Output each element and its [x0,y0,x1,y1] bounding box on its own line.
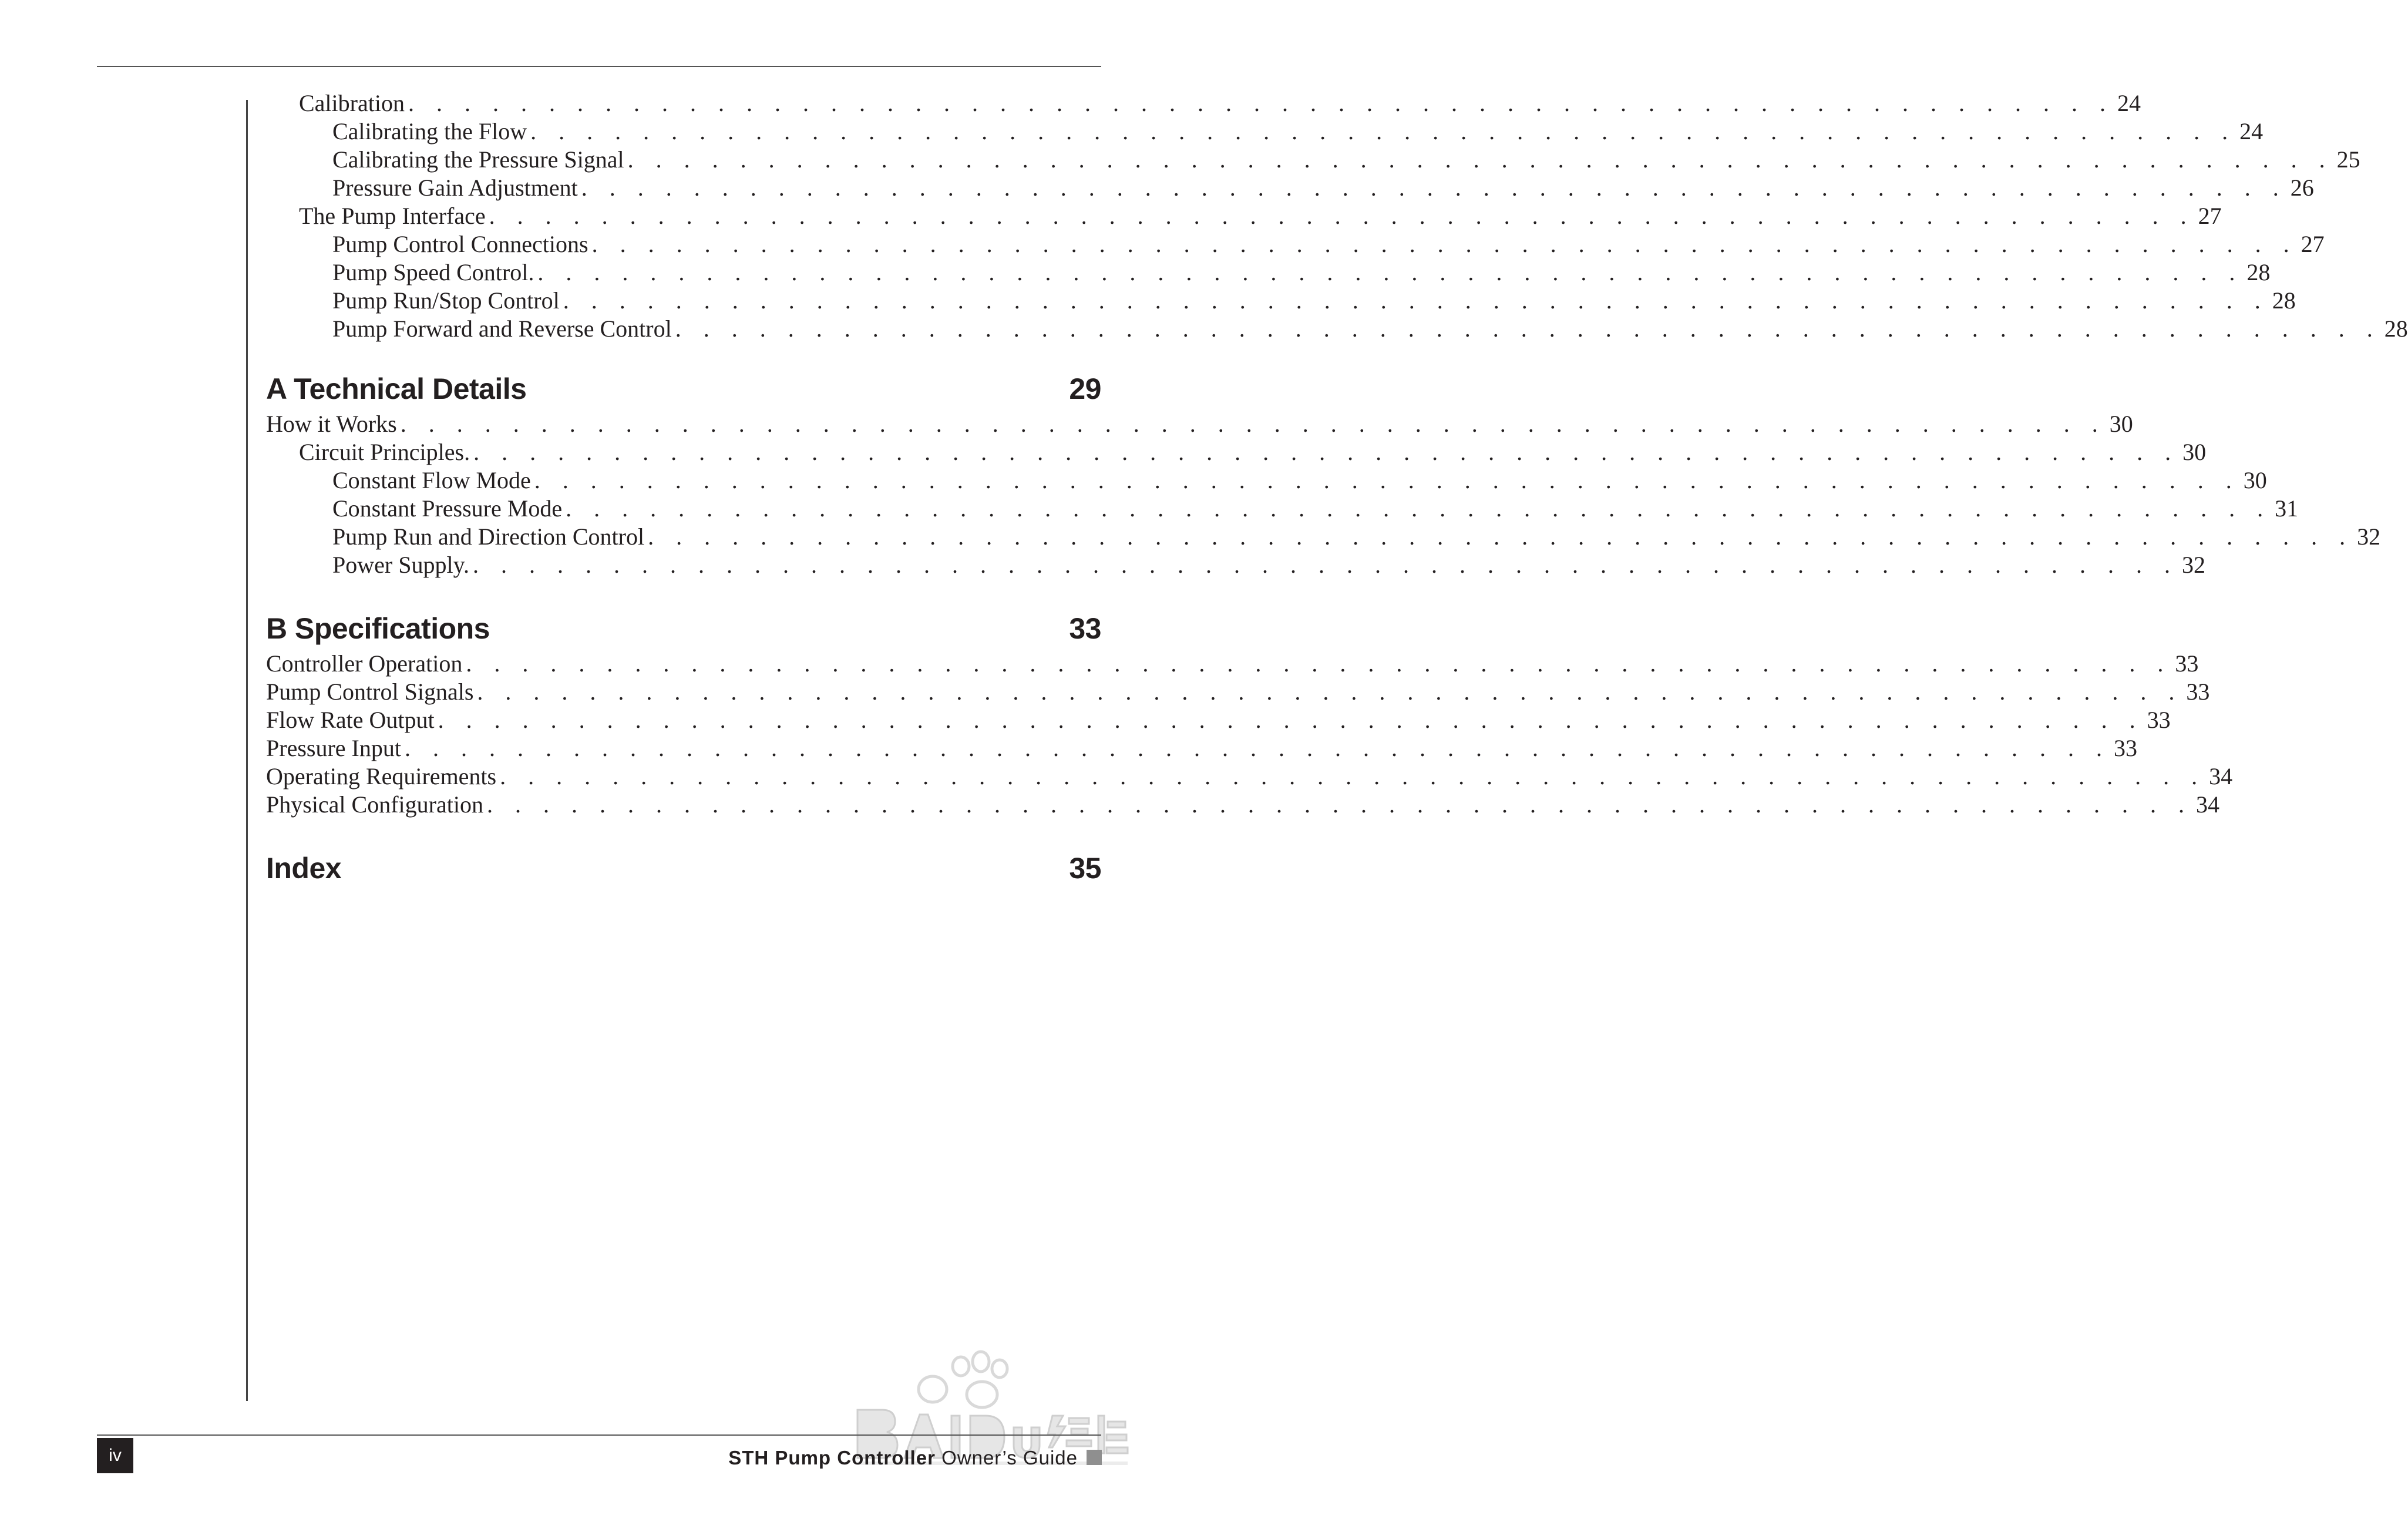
toc-section-b [266,650,2233,819]
footer-title-rest: Owner’s Guide [935,1447,1078,1469]
toc-entry[interactable] [266,202,2222,230]
dot-leader: . . . . . . . . . . . . . . . . . . . . . . . . . . . . . . . . . . . . . . . . . . . . . . . . . . . . . . . . . . . . . [675,315,2381,342]
toc-entry-page: 28 [2246,259,2271,285]
toc-entry[interactable] [266,174,2314,202]
toc-entry-page: 33 [2186,678,2210,705]
dot-leader: . . . . . . . . . . . . . . . . . . . . . . . . . . . . . . . . . . . . . . . . . . . . . . . . . . . . . . . . . . . . . [489,203,2195,229]
dot-leader: . . . . . . . . . . . . . . . . . . . . . . . . . . . . . . . . . . . . . . . . . . . . . . . . . . . . . . . . . . . . . [473,439,2180,465]
toc-entry[interactable] [266,287,2296,315]
toc-entry[interactable] [266,315,2408,343]
toc-entry-label: Pump Control Connections [332,231,588,257]
toc-entry-page: 28 [2384,315,2408,342]
toc-entry-page: 25 [2336,146,2360,173]
toc-entry-label: Flow Rate Output [266,707,435,733]
chapter-title: Index [266,852,342,885]
toc-entry[interactable] [266,438,2207,466]
dot-leader: . . . . . . . . . . . . . . . . . . . . . . . . . . . . . . . . . . . . . . . . . . . . . . . . . . . . . . . . . . . . . [530,118,2237,145]
toc-entry-page: 34 [2209,763,2233,789]
toc-entry-page: 33 [2147,707,2171,733]
toc-section-continued [266,89,2408,343]
toc-entry-page: 30 [2182,439,2207,465]
toc-entry-label: How it Works [266,411,397,437]
running-footer [728,1440,1078,1476]
chapter-heading-index[interactable] [266,849,1101,887]
toc-entry-label: Pressure Input [266,735,401,761]
toc-entry-label: Power Supply. [332,552,469,578]
dot-leader: . . . . . . . . . . . . . . . . . . . . . . . . . . . . . . . . . . . . . . . . . . . . . . . . . . . . . . . . . . . . . [400,411,2106,437]
toc-section-a [266,410,2381,579]
toc-entry-page: 28 [2272,287,2296,314]
toc-entry[interactable] [266,678,2210,706]
toc-entry-page: 34 [2195,791,2219,818]
toc-entry-label: The Pump Interface [299,203,486,229]
toc-entry[interactable] [266,791,2219,819]
toc-entry[interactable] [266,650,2199,678]
dot-leader: . . . . . . . . . . . . . . . . . . . . . . . . . . . . . . . . . . . . . . . . . . . . . . . . . . . . . . . . . . . . . [486,791,2192,818]
dot-leader: . . . . . . . . . . . . . . . . . . . . . . . . . . . . . . . . . . . . . . . . . . . . . . . . . . . . . . . . . . . . . [438,707,2144,733]
toc-entry[interactable] [266,410,2133,438]
toc-entry-page: 33 [2113,735,2137,761]
chapter-title: A Technical Details [266,372,527,405]
toc-entry-page: 33 [2175,650,2199,677]
chapter-page: 33 [1069,612,1101,645]
toc-entry-label: Pressure Gain Adjustment [332,174,578,201]
dot-leader: . . . . . . . . . . . . . . . . . . . . . . . . . . . . . . . . . . . . . . . . . . . . . . . . . . . . . . . . . . . . . [477,678,2183,705]
toc-entry[interactable] [266,117,2264,146]
toc-entry-label: Pump Control Signals [266,678,474,705]
footer-title-bold: STH Pump Controller [728,1447,936,1469]
table-of-contents [266,89,2408,887]
toc-entry[interactable] [266,258,2271,287]
dot-leader: . . . . . . . . . . . . . . . . . . . . . . . . . . . . . . . . . . . . . . . . . . . . . . . . . . . . . . . . . . . . . [566,495,2272,522]
toc-entry-label: Calibrating the Flow [332,118,527,145]
toc-entry[interactable] [266,89,2141,117]
toc-entry-label: Pump Run and Direction Control [332,523,645,550]
toc-entry-label: Pump Forward and Reverse Control [332,315,672,342]
footer-rule [97,1434,1101,1436]
dot-leader: . . . . . . . . . . . . . . . . . . . . . . . . . . . . . . . . . . . . . . . . . . . . . . . . . . . . . . . . . . . . . [466,650,2172,677]
toc-entry-page: 24 [2117,90,2141,116]
toc-entry-label: Calibration [299,90,405,116]
toc-entry-label: Calibrating the Pressure Signal [332,146,624,173]
toc-entry[interactable] [266,551,2205,579]
toc-entry[interactable] [266,523,2381,551]
toc-entry[interactable] [266,734,2137,762]
toc-entry-page: 32 [2357,523,2381,550]
toc-entry-label: Circuit Principles. [299,439,470,465]
margin-rule [246,100,248,1401]
footer-square-icon [1087,1450,1102,1465]
dot-leader: . . . . . . . . . . . . . . . . . . . . . . . . . . . . . . . . . . . . . . . . . . . . . . . . . . . . . . . . . . . . . [537,259,2244,285]
dot-leader: . . . . . . . . . . . . . . . . . . . . . . . . . . . . . . . . . . . . . . . . . . . . . . . . . . . . . . . . . . . . . [404,735,2110,761]
chapter-heading[interactable] [266,370,1101,408]
chapter-heading[interactable] [266,610,1101,647]
toc-entry-label: Pump Run/Stop Control [332,287,560,314]
dot-leader: . . . . . . . . . . . . . . . . . . . . . . . . . . . . . . . . . . . . . . . . . . . . . . . . . . . . . . . . . . . . . [648,523,2354,550]
toc-entry-page: 27 [2198,203,2222,229]
dot-leader: . . . . . . . . . . . . . . . . . . . . . . . . . . . . . . . . . . . . . . . . . . . . . . . . . . . . . . . . . . . . . [472,552,2178,578]
top-rule [97,66,1101,67]
dot-leader: . . . . . . . . . . . . . . . . . . . . . . . . . . . . . . . . . . . . . . . . . . . . . . . . . . . . . . . . . . . . . [591,231,2298,257]
toc-entry[interactable] [266,230,2325,258]
page-number: iv [97,1438,133,1473]
toc-entry-page: 24 [2239,118,2264,145]
toc-entry-page: 32 [2181,552,2205,578]
toc-entry-label: Constant Pressure Mode [332,495,563,522]
toc-entry[interactable] [266,762,2233,791]
chapter-page: 29 [1069,372,1101,405]
toc-entry-page: 30 [2243,467,2267,493]
dot-leader: . . . . . . . . . . . . . . . . . . . . . . . . . . . . . . . . . . . . . . . . . . . . . . . . . . . . . . . . . . . . . [500,763,2206,789]
dot-leader: . . . . . . . . . . . . . . . . . . . . . . . . . . . . . . . . . . . . . . . . . . . . . . . . . . . . . . . . . . . . . [408,90,2114,116]
dot-leader: . . . . . . . . . . . . . . . . . . . . . . . . . . . . . . . . . . . . . . . . . . . . . . . . . . . . . . . . . . . . . [581,174,2287,201]
toc-entry-page: 27 [2301,231,2325,257]
chapter-page: 35 [1069,852,1101,885]
toc-entry[interactable] [266,495,2299,523]
toc-entry-page: 30 [2109,411,2133,437]
toc-entry-label: Constant Flow Mode [332,467,531,493]
toc-entry-label: Physical Configuration [266,791,483,818]
chapter-title: B Specifications [266,612,490,645]
toc-entry-page: 31 [2275,495,2299,522]
toc-entry[interactable] [266,706,2171,734]
toc-entry-page: 26 [2290,174,2314,201]
dot-leader: . . . . . . . . . . . . . . . . . . . . . . . . . . . . . . . . . . . . . . . . . . . . . . . . . . . . . . . . . . . . . [563,287,2269,314]
dot-leader: . . . . . . . . . . . . . . . . . . . . . . . . . . . . . . . . . . . . . . . . . . . . . . . . . . . . . . . . . . . . . [627,146,2333,173]
dot-leader: . . . . . . . . . . . . . . . . . . . . . . . . . . . . . . . . . . . . . . . . . . . . . . . . . . . . . . . . . . . . . [534,467,2240,493]
toc-entry[interactable] [266,146,2360,174]
toc-entry-label: Controller Operation [266,650,463,677]
toc-entry-label: Operating Requirements [266,763,497,789]
toc-entry-label: Pump Speed Control. [332,259,534,285]
toc-entry[interactable] [266,466,2267,495]
